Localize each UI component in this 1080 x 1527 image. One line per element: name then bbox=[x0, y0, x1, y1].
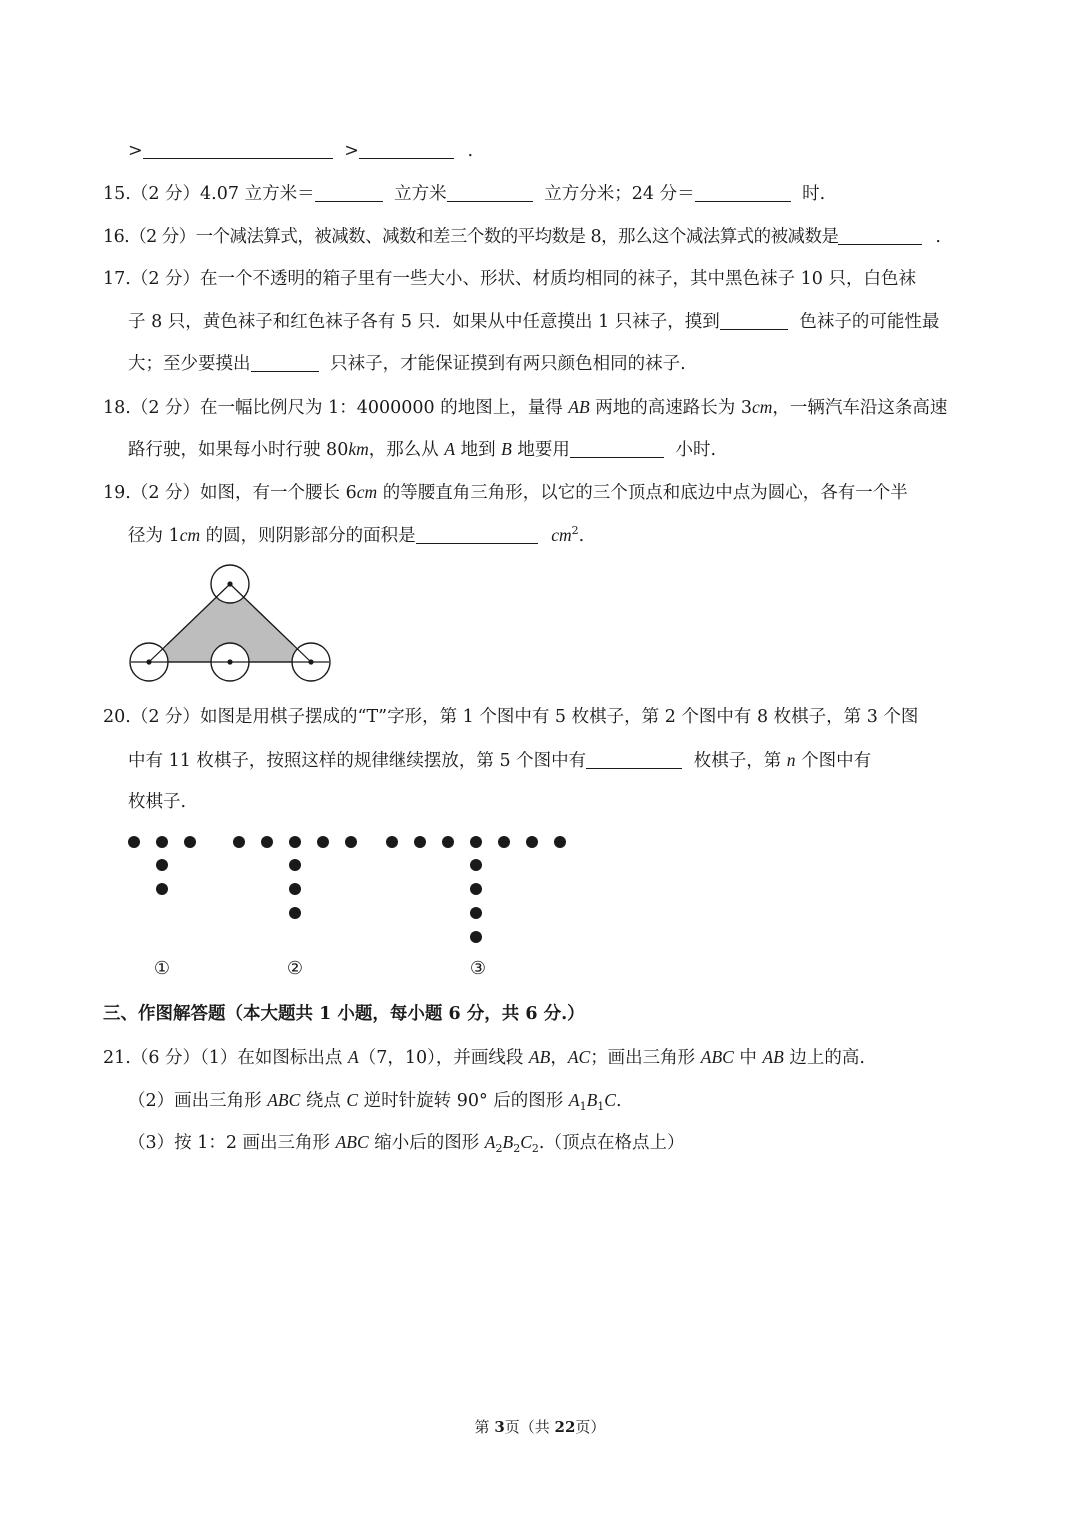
q17-blank-1[interactable] bbox=[720, 311, 788, 330]
q21-text-1a: （1）在如图标出点 bbox=[200, 1048, 348, 1068]
q21-sub-1: 1 bbox=[579, 1100, 587, 1113]
q18-text-2e: 小时. bbox=[675, 440, 717, 460]
q20-piece bbox=[289, 907, 301, 919]
q20-figure-label-2: ② bbox=[286, 958, 304, 979]
q21-var-abc: ABC bbox=[700, 1047, 734, 1067]
q21-sub-4: 2 bbox=[513, 1142, 521, 1155]
question-16 bbox=[103, 226, 940, 248]
q21-var-c1: C bbox=[604, 1090, 616, 1110]
q18-unit-cm: cm bbox=[751, 397, 773, 417]
q20-piece bbox=[470, 883, 482, 895]
question-20-line-3 bbox=[128, 791, 186, 813]
q20-piece bbox=[289, 859, 301, 871]
q18-score: （2 分） bbox=[130, 398, 201, 418]
q18-text-1b: 两地的高速路长为 3 bbox=[589, 398, 752, 418]
q21-var-b2: B bbox=[502, 1132, 514, 1152]
q20-var-n: n bbox=[786, 750, 796, 770]
q17-score: （2 分） bbox=[130, 269, 201, 289]
question-17-line-2 bbox=[128, 311, 939, 333]
q20-piece bbox=[233, 836, 245, 848]
q19-text-2b: 的圆，则阴影部分的面积是 bbox=[200, 526, 416, 546]
q14-symbol-2: > bbox=[344, 141, 359, 161]
question-18-line-2 bbox=[128, 438, 716, 461]
q15-text-1: 4.07 立方米＝ bbox=[200, 184, 315, 204]
q21-text-1d: ；画出三角形 bbox=[590, 1048, 701, 1068]
q21-text-2c: 逆时针旋转 90° 后的图形 bbox=[358, 1091, 569, 1111]
q20-piece bbox=[498, 836, 510, 848]
q20-piece bbox=[261, 836, 273, 848]
q21-var-c2: C bbox=[520, 1132, 532, 1152]
q18-text-2c: 地到 bbox=[455, 440, 502, 460]
question-21-part-1 bbox=[103, 1046, 865, 1069]
question-21-part-3 bbox=[128, 1131, 684, 1154]
q21-var-c: C bbox=[346, 1090, 359, 1110]
q21-text-2a: （2）画出三角形 bbox=[128, 1091, 268, 1111]
q19-number: 19. bbox=[103, 483, 131, 503]
q21-var-ab: AB bbox=[528, 1047, 551, 1067]
q19-unit-cm-2: cm bbox=[179, 525, 201, 545]
q21-var-a: A bbox=[348, 1047, 359, 1067]
q20-piece bbox=[289, 836, 301, 848]
q20-piece bbox=[128, 836, 140, 848]
q20-piece bbox=[526, 836, 538, 848]
q20-figure-3 bbox=[386, 836, 566, 943]
q20-text-2b: 枚棋子，第 bbox=[693, 751, 787, 771]
q21-var-abc-2: ABC bbox=[267, 1090, 301, 1110]
q16-number: 16. bbox=[103, 227, 130, 247]
q20-piece bbox=[386, 836, 398, 848]
q20-text-2c: 个图中有 bbox=[795, 751, 872, 771]
q20-piece bbox=[317, 836, 329, 848]
q20-piece bbox=[470, 907, 482, 919]
q18-text-2b: ，那么从 bbox=[368, 440, 445, 460]
q18-text-1a: 在一幅比例尺为 1：4000000 的地图上，量得 bbox=[200, 398, 569, 418]
question-19-line-2 bbox=[128, 524, 584, 547]
q19-center-dot-left bbox=[146, 659, 151, 664]
q18-unit-km: km bbox=[348, 439, 369, 459]
q16-text: （2 分）一个减法算式，被减数、减数和差三个数的平均数是 8，那么这个减法算式的被减数是 bbox=[129, 227, 839, 247]
q20-piece bbox=[414, 836, 426, 848]
q20-figure-1 bbox=[128, 836, 196, 895]
q17-text-2b: 色袜子的可能性最 bbox=[799, 312, 940, 332]
question-21-part-2 bbox=[128, 1089, 622, 1112]
q21-text-3a: （3）按 1：2 画出三角形 bbox=[128, 1133, 336, 1153]
q15-text-4: 时. bbox=[802, 184, 826, 204]
q18-text-1c: ，一辆汽车沿这条高速 bbox=[772, 398, 948, 418]
q21-text-3b: 缩小后的图形 bbox=[368, 1133, 485, 1153]
q19-center-dot-middle bbox=[227, 659, 232, 664]
q18-var-a: A bbox=[444, 439, 456, 459]
question-19-line-1 bbox=[103, 481, 908, 504]
question-17-line-3 bbox=[128, 353, 686, 375]
section-3-heading: 三、作图解答题（本大题共 1 小题，每小题 6 分，共 6 分.） bbox=[103, 1004, 585, 1024]
q15-text-2: 立方米 bbox=[394, 184, 447, 204]
q20-piece bbox=[554, 836, 566, 848]
page-footer bbox=[0, 1416, 1080, 1437]
q20-piece bbox=[184, 836, 196, 848]
q19-blank[interactable] bbox=[416, 525, 538, 544]
q19-answer-unit: cm bbox=[551, 525, 572, 545]
footer-total-pages: 22 bbox=[554, 1418, 576, 1436]
q20-piece bbox=[156, 836, 168, 848]
q19-unit-exponent: 2 bbox=[571, 524, 579, 537]
q19-end: . bbox=[578, 526, 585, 546]
question-15 bbox=[103, 183, 825, 205]
q18-text-2d: 地要用 bbox=[511, 440, 570, 460]
q20-score: （2 分） bbox=[130, 707, 201, 727]
q15-blank-2[interactable] bbox=[447, 183, 533, 202]
q15-score: （2 分） bbox=[130, 184, 201, 204]
q21-text-1e: 中 bbox=[733, 1048, 763, 1068]
q17-text-3a: 大；至少要摸出 bbox=[128, 354, 251, 374]
q19-text-1b: 的等腰直角三角形，以它的三个顶点和底边中点为圆心，各有一个半 bbox=[377, 483, 908, 503]
q20-piece bbox=[156, 859, 168, 871]
q17-text-1: 在一个不透明的箱子里有一些大小、形状、材质均相同的袜子，其中黑色袜子 10 只，白色袜 bbox=[200, 269, 916, 289]
q19-score: （2 分） bbox=[130, 483, 201, 503]
q18-var-b: B bbox=[501, 439, 512, 459]
footer-middle: 页（共 bbox=[504, 1418, 555, 1436]
q21-sub-2: 1 bbox=[597, 1100, 605, 1113]
q21-var-a1: A bbox=[568, 1090, 580, 1110]
q17-blank-2[interactable] bbox=[251, 353, 319, 372]
q16-end: . bbox=[935, 227, 941, 247]
q21-text-1f: 边上的高. bbox=[783, 1048, 865, 1068]
q20-blank-1[interactable] bbox=[586, 750, 682, 769]
q14-blank-2[interactable] bbox=[359, 140, 454, 159]
question-20-line-1 bbox=[103, 706, 918, 728]
q18-var-ab: AB bbox=[568, 397, 590, 417]
q21-var-b1: B bbox=[586, 1090, 598, 1110]
q17-number: 17. bbox=[103, 269, 131, 289]
question-20-line-2 bbox=[128, 749, 871, 772]
q20-piece bbox=[156, 883, 168, 895]
q20-figure-2 bbox=[233, 836, 357, 919]
q21-number: 21. bbox=[103, 1048, 131, 1068]
q20-text-2a: 中有 11 枚棋子，按照这样的规律继续摆放，第 5 个图中有 bbox=[128, 751, 587, 771]
q19-unit-cm: cm bbox=[356, 482, 378, 502]
footer-page-number: 3 bbox=[494, 1418, 505, 1436]
q21-text-2d: . bbox=[615, 1091, 622, 1111]
q18-number: 18. bbox=[103, 398, 131, 418]
q20-figure-label-1: ① bbox=[153, 958, 171, 979]
q20-text-3: 枚棋子. bbox=[128, 792, 187, 812]
q15-blank-3[interactable] bbox=[695, 183, 791, 202]
q18-blank[interactable] bbox=[570, 439, 664, 458]
q21-var-ab-2: AB bbox=[762, 1047, 784, 1067]
q14-end: . bbox=[467, 141, 474, 161]
q21-var-ac: AC bbox=[567, 1047, 591, 1067]
q14-tail bbox=[128, 140, 473, 162]
q20-piece bbox=[345, 836, 357, 848]
q16-blank[interactable] bbox=[838, 226, 922, 245]
q18-text-2a: 路行驶，如果每小时行驶 80 bbox=[128, 440, 349, 460]
q21-text-1c: ， bbox=[550, 1048, 568, 1068]
q19-center-dot-right bbox=[308, 659, 313, 664]
q21-text-1b: （7，10），并画线段 bbox=[358, 1048, 529, 1068]
q21-sub-3: 2 bbox=[495, 1142, 503, 1155]
q21-score: （6 分） bbox=[130, 1048, 201, 1068]
q21-var-abc-3: ABC bbox=[335, 1132, 369, 1152]
q15-blank-1[interactable] bbox=[315, 183, 383, 202]
question-17-line-1 bbox=[103, 268, 916, 290]
q19-text-1a: 如图，有一个腰长 6 bbox=[200, 483, 357, 503]
q19-triangle-figure bbox=[126, 562, 336, 686]
question-18-line-1 bbox=[103, 396, 947, 419]
q20-piece bbox=[442, 836, 454, 848]
q15-text-3: 立方分米；24 分＝ bbox=[544, 184, 695, 204]
q15-number: 15. bbox=[103, 184, 131, 204]
q20-text-1: 如图是用棋子摆成的“T”字形，第 1 个图中有 5 枚棋子，第 2 个图中有 8 枚棋子，第 3 个图 bbox=[200, 707, 919, 727]
q20-piece bbox=[470, 931, 482, 943]
q20-piece bbox=[470, 859, 482, 871]
q20-figure-label-3: ③ bbox=[469, 958, 487, 979]
q21-text-3c: .（顶点在格点上） bbox=[538, 1133, 685, 1153]
q20-t-shapes-figure bbox=[126, 828, 576, 980]
q21-var-a2: A bbox=[484, 1132, 496, 1152]
q20-piece bbox=[470, 836, 482, 848]
q17-text-2a: 子 8 只，黄色袜子和红色袜子各有 5 只．如果从中任意摸出 1 只袜子，摸到 bbox=[128, 312, 720, 332]
q20-number: 20. bbox=[103, 707, 131, 727]
q14-symbol-1: > bbox=[128, 141, 143, 161]
q19-text-2a: 径为 1 bbox=[128, 526, 180, 546]
footer-suffix: 页） bbox=[575, 1418, 606, 1436]
q20-piece bbox=[289, 883, 301, 895]
q21-sub-5: 2 bbox=[531, 1142, 539, 1155]
q19-center-dot-top bbox=[227, 581, 232, 586]
footer-prefix: 第 bbox=[474, 1418, 495, 1436]
q21-text-2b: 绕点 bbox=[300, 1091, 347, 1111]
q17-text-3b: 只袜子，才能保证摸到有两只颜色相同的袜子. bbox=[330, 354, 686, 374]
q14-blank-1[interactable] bbox=[143, 140, 333, 159]
